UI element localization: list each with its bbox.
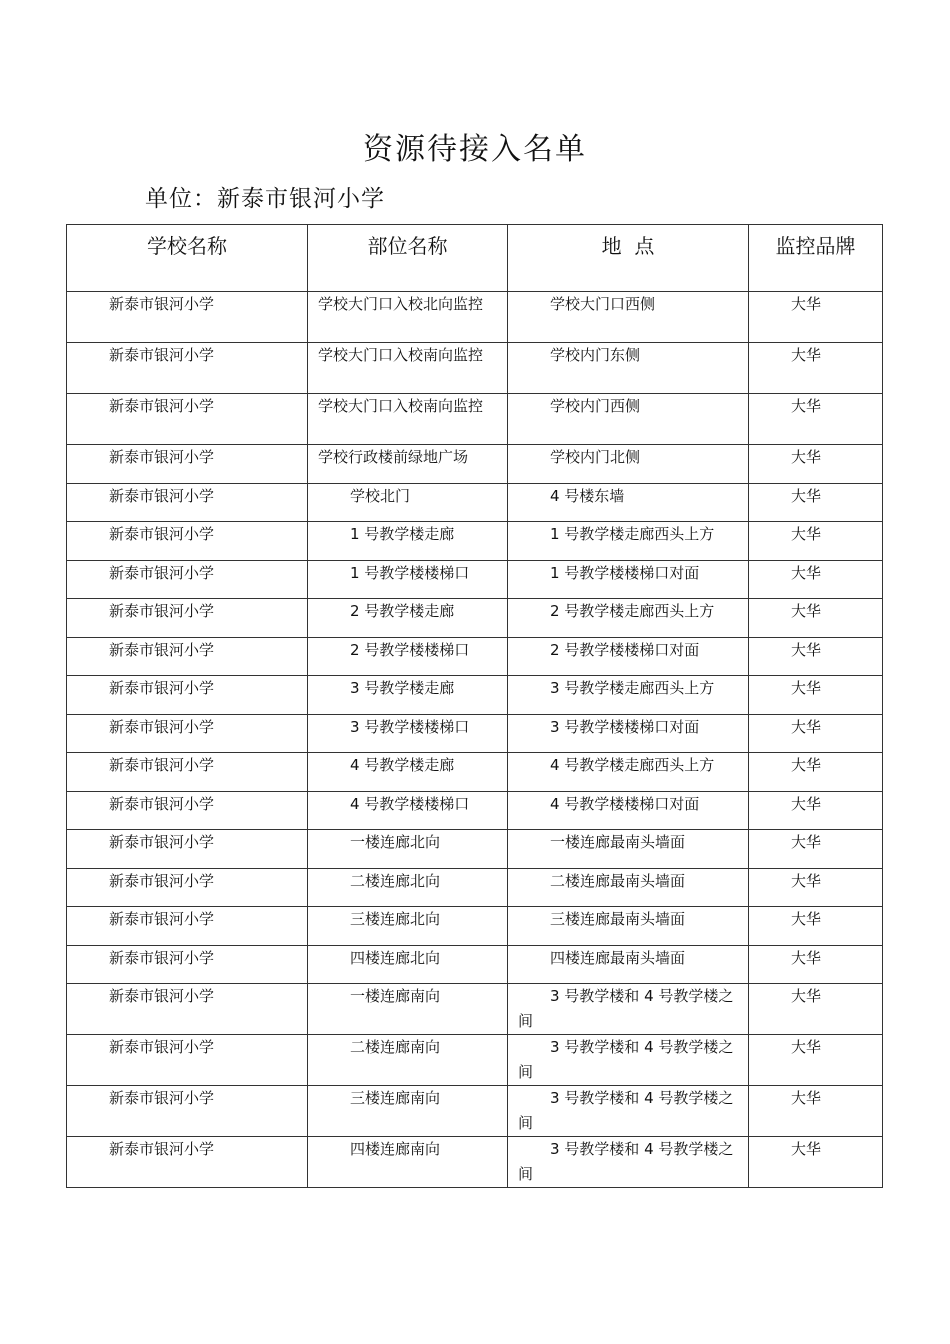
header-position-name: 部位名称	[308, 225, 508, 292]
location-cell: 2 号教学楼走廊西头上方	[508, 599, 749, 638]
brand-cell: 大华	[749, 1035, 883, 1086]
header-brand: 监控品牌	[749, 225, 883, 292]
brand-cell: 大华	[749, 560, 883, 599]
position-cell: 学校行政楼前绿地广场	[308, 445, 508, 484]
document-title: 资源待接入名单	[363, 132, 587, 167]
location-cell: 三楼连廊最南头墙面	[508, 907, 749, 946]
table-row	[67, 560, 883, 599]
school-cell: 新泰市银河小学	[67, 394, 308, 445]
brand-cell: 大华	[749, 483, 883, 522]
position-cell: 学校北门	[308, 483, 508, 522]
school-cell: 新泰市银河小学	[67, 907, 308, 946]
location-cell: 学校大门口西侧	[508, 292, 749, 343]
header-location: 地 点	[508, 225, 749, 292]
position-cell: 三楼连廊北向	[308, 907, 508, 946]
location-cell: 二楼连廊最南头墙面	[508, 868, 749, 907]
table-row	[67, 676, 883, 715]
position-cell: 二楼连廊南向	[308, 1035, 508, 1086]
school-cell: 新泰市银河小学	[67, 791, 308, 830]
position-cell: 四楼连廊南向	[308, 1137, 508, 1188]
location-cell: 学校内门北侧	[508, 445, 749, 484]
brand-cell: 大华	[749, 292, 883, 343]
brand-cell: 大华	[749, 714, 883, 753]
location-cell: 3 号教学楼楼梯口对面	[508, 714, 749, 753]
brand-cell: 大华	[749, 676, 883, 715]
brand-cell: 大华	[749, 637, 883, 676]
brand-cell: 大华	[749, 907, 883, 946]
table-row	[67, 394, 883, 445]
location-cell: 2 号教学楼楼梯口对面	[508, 637, 749, 676]
brand-cell: 大华	[749, 394, 883, 445]
position-cell: 学校大门口入校南向监控	[308, 394, 508, 445]
position-cell: 一楼连廊南向	[308, 984, 508, 1035]
unit-label: 单位：新泰市银河小学	[145, 186, 385, 212]
position-cell: 三楼连廊南向	[308, 1086, 508, 1137]
school-cell: 新泰市银河小学	[67, 830, 308, 869]
table-row	[67, 1086, 883, 1137]
school-cell: 新泰市银河小学	[67, 1035, 308, 1086]
table-row	[67, 343, 883, 394]
location-cell: 4 号楼东墙	[508, 483, 749, 522]
location-cell: 学校内门西侧	[508, 394, 749, 445]
location-cell: 1 号教学楼楼梯口对面	[508, 560, 749, 599]
position-cell: 四楼连廊北向	[308, 945, 508, 984]
school-cell: 新泰市银河小学	[67, 343, 308, 394]
table-row	[67, 753, 883, 792]
location-cell: 4 号教学楼走廊西头上方	[508, 753, 749, 792]
position-cell: 一楼连廊北向	[308, 830, 508, 869]
school-cell: 新泰市银河小学	[67, 522, 308, 561]
brand-cell: 大华	[749, 753, 883, 792]
position-cell: 3 号教学楼走廊	[308, 676, 508, 715]
brand-cell: 大华	[749, 945, 883, 984]
brand-cell: 大华	[749, 791, 883, 830]
location-cell: 一楼连廊最南头墙面	[508, 830, 749, 869]
school-cell: 新泰市银河小学	[67, 637, 308, 676]
brand-cell: 大华	[749, 1086, 883, 1137]
school-cell: 新泰市银河小学	[67, 292, 308, 343]
school-cell: 新泰市银河小学	[67, 483, 308, 522]
table-row	[67, 907, 883, 946]
location-cell: 学校内门东侧	[508, 343, 749, 394]
location-cell: 3 号教学楼和 4 号教学楼之间	[508, 1086, 749, 1137]
position-cell: 学校大门口入校北向监控	[308, 292, 508, 343]
position-cell: 1 号教学楼楼梯口	[308, 560, 508, 599]
table-row	[67, 637, 883, 676]
table-row	[67, 945, 883, 984]
location-cell: 4 号教学楼楼梯口对面	[508, 791, 749, 830]
position-cell: 二楼连廊北向	[308, 868, 508, 907]
position-cell: 学校大门口入校南向监控	[308, 343, 508, 394]
resource-table	[66, 224, 883, 1188]
school-cell: 新泰市银河小学	[67, 753, 308, 792]
table-row	[67, 830, 883, 869]
school-cell: 新泰市银河小学	[67, 714, 308, 753]
table-row	[67, 599, 883, 638]
position-cell: 2 号教学楼楼梯口	[308, 637, 508, 676]
table-row	[67, 714, 883, 753]
school-cell: 新泰市银河小学	[67, 1086, 308, 1137]
table-header-row	[67, 225, 883, 292]
brand-cell: 大华	[749, 1137, 883, 1188]
table-row	[67, 984, 883, 1035]
school-cell: 新泰市银河小学	[67, 1137, 308, 1188]
school-cell: 新泰市银河小学	[67, 945, 308, 984]
location-cell: 3 号教学楼走廊西头上方	[508, 676, 749, 715]
table-row	[67, 1035, 883, 1086]
brand-cell: 大华	[749, 599, 883, 638]
table-row	[67, 522, 883, 561]
school-cell: 新泰市银河小学	[67, 599, 308, 638]
location-cell: 1 号教学楼走廊西头上方	[508, 522, 749, 561]
brand-cell: 大华	[749, 445, 883, 484]
school-cell: 新泰市银河小学	[67, 445, 308, 484]
table-row	[67, 445, 883, 484]
brand-cell: 大华	[749, 868, 883, 907]
brand-cell: 大华	[749, 343, 883, 394]
location-cell: 3 号教学楼和 4 号教学楼之间	[508, 1137, 749, 1188]
table-row	[67, 1137, 883, 1188]
position-cell: 3 号教学楼楼梯口	[308, 714, 508, 753]
table-row	[67, 292, 883, 343]
position-cell: 4 号教学楼走廊	[308, 753, 508, 792]
table-row	[67, 791, 883, 830]
school-cell: 新泰市银河小学	[67, 984, 308, 1035]
position-cell: 2 号教学楼走廊	[308, 599, 508, 638]
table-row	[67, 868, 883, 907]
position-cell: 1 号教学楼走廊	[308, 522, 508, 561]
brand-cell: 大华	[749, 522, 883, 561]
brand-cell: 大华	[749, 830, 883, 869]
location-cell: 3 号教学楼和 4 号教学楼之间	[508, 984, 749, 1035]
school-cell: 新泰市银河小学	[67, 560, 308, 599]
school-cell: 新泰市银河小学	[67, 868, 308, 907]
school-cell: 新泰市银河小学	[67, 676, 308, 715]
position-cell: 4 号教学楼楼梯口	[308, 791, 508, 830]
location-cell: 3 号教学楼和 4 号教学楼之间	[508, 1035, 749, 1086]
location-cell: 四楼连廊最南头墙面	[508, 945, 749, 984]
header-school-name: 学校名称	[67, 225, 308, 292]
brand-cell: 大华	[749, 984, 883, 1035]
table-row	[67, 483, 883, 522]
